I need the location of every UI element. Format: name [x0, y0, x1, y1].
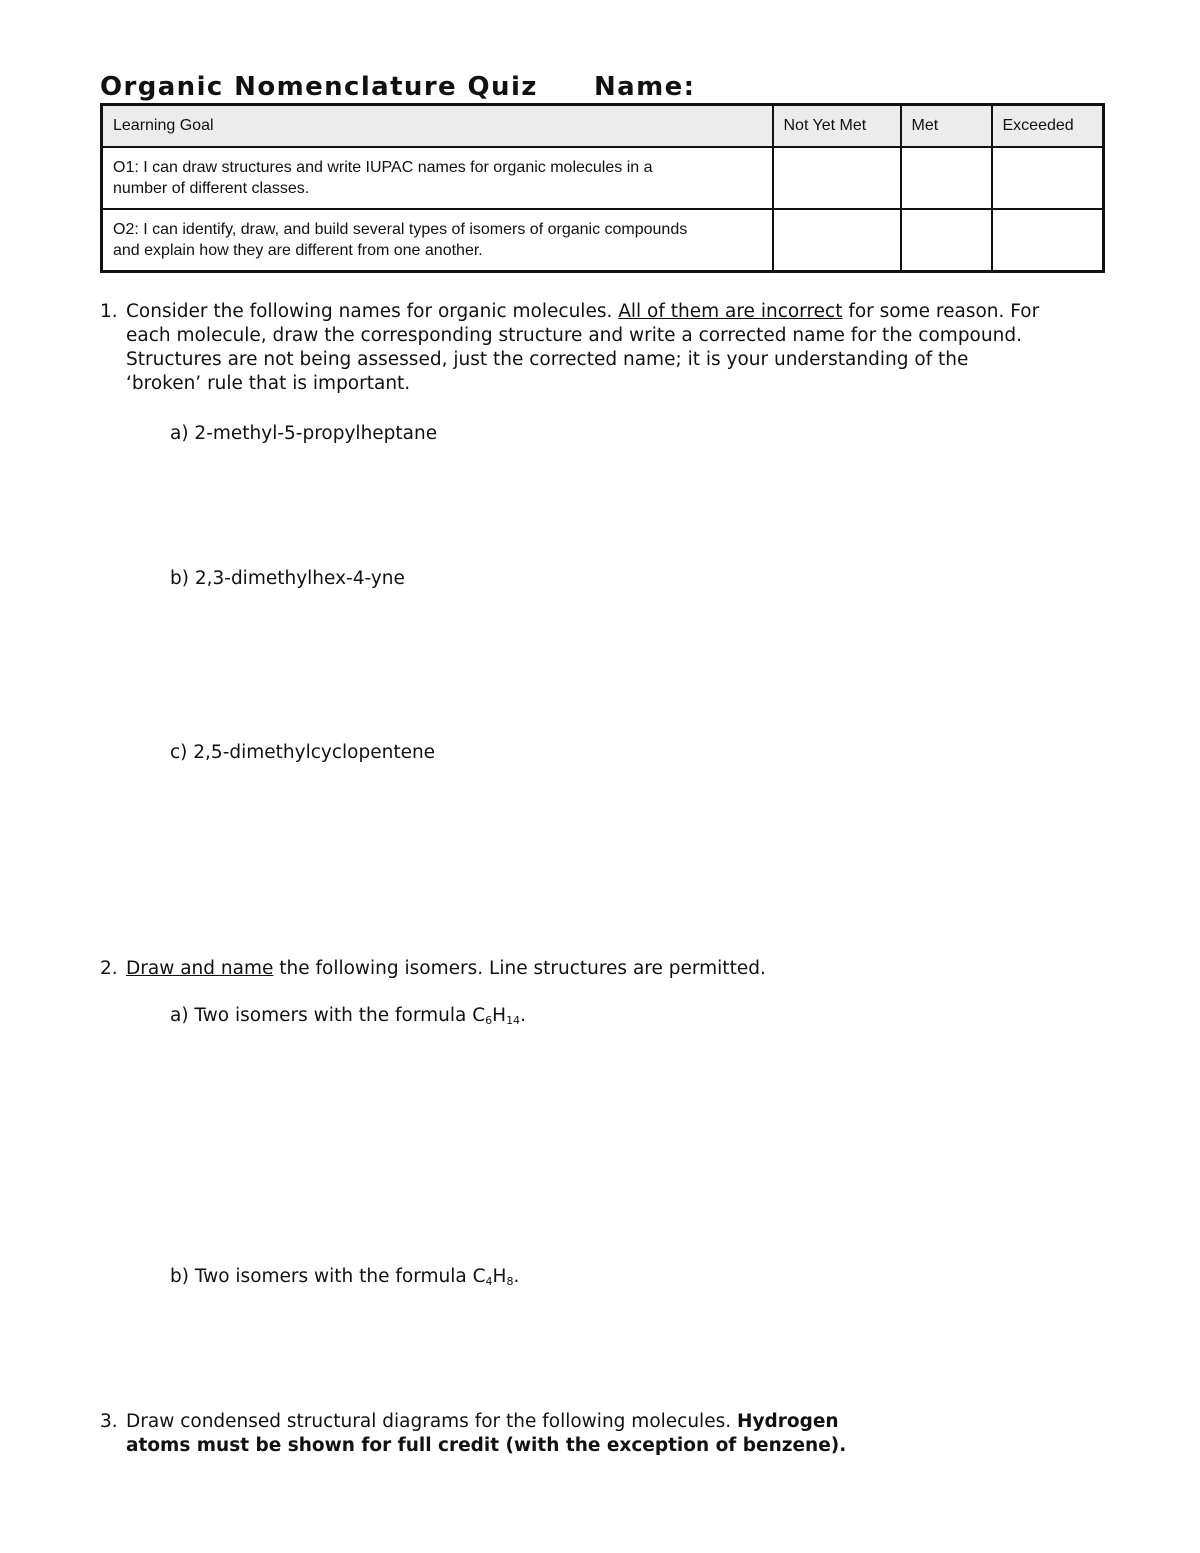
- question-1b: b) 2,3-dimethylhex-4-yne: [170, 568, 405, 589]
- question-text: Consider the following names for organic molecules.: [126, 301, 619, 322]
- question-text: the following isomers. Line structures are permitted.: [273, 958, 766, 979]
- subscript: 6: [485, 1014, 493, 1027]
- page-title: [100, 72, 696, 102]
- learning-goals-table: [100, 103, 1105, 273]
- goal-cell: [102, 209, 773, 272]
- goal-text-line: O2: I can identify, draw, and build several types of isomers of organic compounds: [113, 221, 688, 238]
- question-text: .: [513, 1266, 520, 1287]
- table-row: [102, 209, 1104, 272]
- question-text: Draw condensed structural diagrams for the following molecules.: [126, 1411, 737, 1432]
- question-3-line: [100, 1410, 846, 1434]
- column-header: Met: [901, 105, 992, 148]
- quiz-title: Organic Nomenclature Quiz: [100, 72, 538, 102]
- table-row: [102, 147, 1104, 209]
- met-cell[interactable]: [901, 147, 992, 209]
- question-2: [100, 957, 766, 981]
- question-text: b) Two isomers with the formula C: [170, 1266, 486, 1287]
- bold-text: atoms must be shown for full credit (with the exception of benzene).: [126, 1435, 847, 1456]
- column-header: Not Yet Met: [773, 105, 901, 148]
- question-1-line: ‘broken’ rule that is important.: [126, 373, 411, 394]
- question-1-line: each molecule, draw the corresponding structure and write a corrected name for the compound.: [126, 325, 1022, 346]
- question-number: 3.: [100, 1411, 118, 1432]
- question-number: 2.: [100, 958, 118, 979]
- goal-cell: [102, 147, 773, 209]
- exceeded-cell[interactable]: [992, 147, 1104, 209]
- subscript: 14: [506, 1014, 521, 1027]
- question-text: H: [492, 1005, 507, 1026]
- question-1-line: Structures are not being assessed, just the corrected name; it is your understanding of the: [126, 349, 969, 370]
- name-label: Name:: [594, 72, 696, 102]
- underlined-text: Draw and name: [126, 958, 274, 979]
- goal-text-line: and explain how they are different from one another.: [113, 242, 483, 259]
- goal-text-line: number of different classes.: [113, 180, 310, 197]
- not-yet-met-cell[interactable]: [773, 209, 901, 272]
- question-2a: [170, 1005, 526, 1027]
- question-text: .: [520, 1005, 526, 1026]
- goal-text-line: O1: I can draw structures and write IUPAC names for organic molecules in a: [113, 159, 653, 176]
- question-1c: c) 2,5-dimethylcyclopentene: [170, 742, 436, 763]
- column-header: Learning Goal: [102, 105, 773, 148]
- question-text: for some reason. For: [842, 301, 1040, 322]
- met-cell[interactable]: [901, 209, 992, 272]
- subscript: 4: [485, 1275, 493, 1288]
- subscript: 8: [506, 1275, 514, 1288]
- question-1: [100, 300, 1039, 396]
- column-header: Exceeded: [992, 105, 1104, 148]
- exceeded-cell[interactable]: [992, 209, 1104, 272]
- underlined-text: All of them are incorrect: [618, 301, 843, 322]
- question-3: [100, 1410, 846, 1458]
- question-text: a) Two isomers with the formula C: [170, 1005, 486, 1026]
- bold-text: Hydrogen: [736, 1411, 839, 1432]
- question-2b: [170, 1266, 519, 1288]
- question-text: H: [492, 1266, 507, 1287]
- question-1-line: [100, 300, 1039, 324]
- not-yet-met-cell[interactable]: [773, 147, 901, 209]
- table-header-row: [102, 105, 1104, 148]
- question-number: 1.: [100, 301, 118, 322]
- question-1a: a) 2-methyl-5-propylheptane: [170, 423, 438, 444]
